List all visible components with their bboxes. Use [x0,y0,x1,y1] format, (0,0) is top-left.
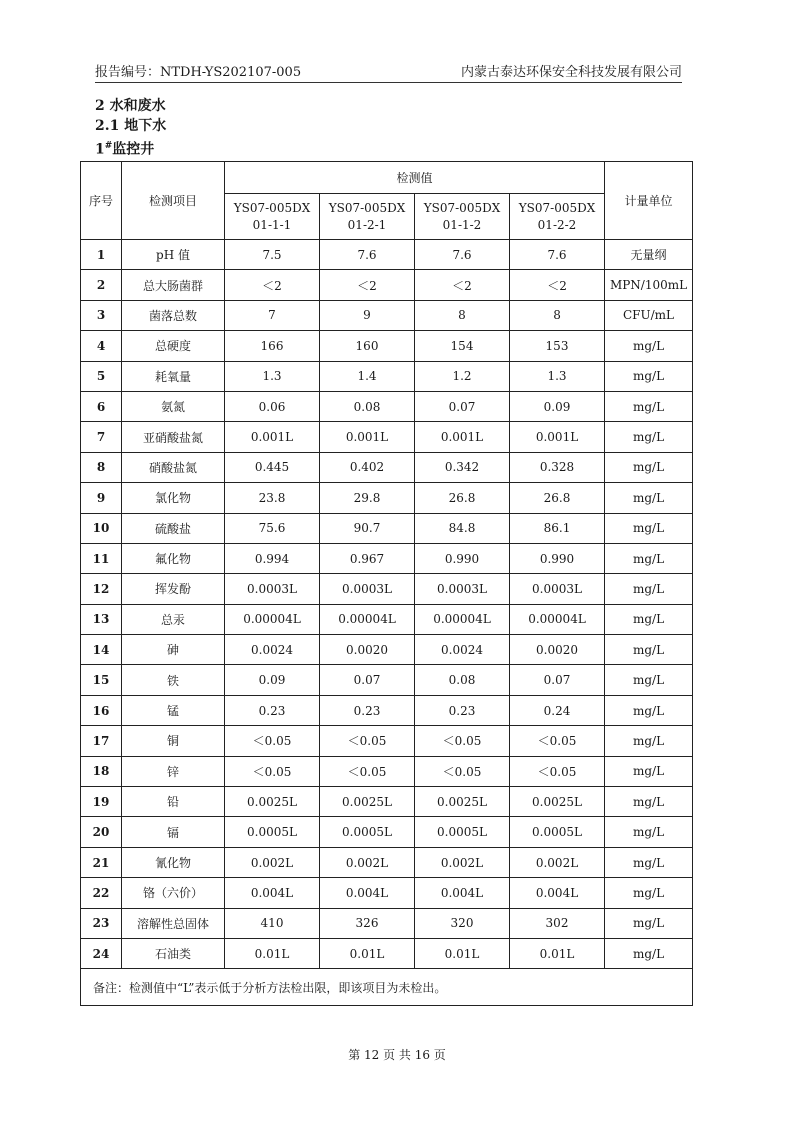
row-value: 0.004L [510,878,605,908]
row-unit: mg/L [605,483,693,513]
row-value: 0.0003L [225,574,320,604]
row-number: 5 [81,361,122,391]
row-number: 9 [81,483,122,513]
row-number: 16 [81,695,122,725]
row-unit: 无量纲 [605,240,693,270]
row-number: 8 [81,452,122,482]
company-name: 内蒙古泰达环保安全科技发展有限公司 [460,65,682,80]
row-value: 1.2 [415,361,510,391]
row-item: 挥发酚 [122,574,225,604]
table-row [81,938,693,968]
row-number: 2 [81,270,122,300]
header-seq: 序号 [81,162,122,240]
row-value: 0.0025L [510,787,605,817]
row-value: 1.3 [225,361,320,391]
row-value: 160 [320,331,415,361]
row-item: 铁 [122,665,225,695]
sample-id: YS07-005DX 01-2-1 [320,194,415,240]
table-row [81,756,693,786]
row-value: ＜2 [320,270,415,300]
row-value: ＜0.05 [415,726,510,756]
row-value: ＜0.05 [225,726,320,756]
table-row [81,483,693,513]
table-row [81,695,693,725]
row-item: pH 值 [122,240,225,270]
row-unit: mg/L [605,787,693,817]
row-value: 0.0005L [320,817,415,847]
row-number: 19 [81,787,122,817]
row-value: 0.967 [320,543,415,573]
row-item: 菌落总数 [122,300,225,330]
row-value: 0.09 [225,665,320,695]
row-value: 0.24 [510,695,605,725]
row-value: 0.002L [320,847,415,877]
row-value: 0.004L [320,878,415,908]
row-value: 0.994 [225,543,320,573]
row-number: 24 [81,938,122,968]
row-value: ＜0.05 [510,756,605,786]
row-value: 0.23 [225,695,320,725]
table-row [81,452,693,482]
row-value: ＜0.05 [510,726,605,756]
table-row [81,908,693,938]
row-value: 0.002L [415,847,510,877]
row-value: 166 [225,331,320,361]
row-value: 0.01L [225,938,320,968]
row-item: 氨氮 [122,391,225,421]
row-value: 0.0020 [510,635,605,665]
row-number: 4 [81,331,122,361]
row-unit: mg/L [605,908,693,938]
row-value: 7 [225,300,320,330]
row-value: 0.08 [320,391,415,421]
row-value: 0.07 [510,665,605,695]
table-row [81,604,693,634]
row-value: 302 [510,908,605,938]
row-unit: mg/L [605,513,693,543]
table-row [81,817,693,847]
row-item: 氰化物 [122,847,225,877]
groundwater-results-table [80,161,693,1006]
row-value: 0.990 [415,543,510,573]
row-value: 1.4 [320,361,415,391]
row-value: 75.6 [225,513,320,543]
page-footer: 第 12 页 共 16 页 [348,1048,446,1062]
row-value: ＜0.05 [225,756,320,786]
row-unit: mg/L [605,726,693,756]
table-row [81,361,693,391]
row-value: 0.990 [510,543,605,573]
row-item: 硝酸盐氮 [122,452,225,482]
row-item: 总硬度 [122,331,225,361]
row-value: 0.08 [415,665,510,695]
row-item: 铜 [122,726,225,756]
row-number: 7 [81,422,122,452]
row-value: 0.002L [510,847,605,877]
row-item: 硫酸盐 [122,513,225,543]
row-item: 石油类 [122,938,225,968]
report-number: 报告编号：NTDH-YS202107-005 [95,65,302,80]
row-value: 0.001L [225,422,320,452]
row-item: 耗氧量 [122,361,225,391]
row-number: 3 [81,300,122,330]
row-value: 0.001L [510,422,605,452]
row-value: 0.0025L [415,787,510,817]
row-item: 亚硝酸盐氮 [122,422,225,452]
row-unit: mg/L [605,574,693,604]
row-value: 0.002L [225,847,320,877]
row-item: 氯化物 [122,483,225,513]
row-value: ＜2 [510,270,605,300]
row-value: 0.00004L [225,604,320,634]
table-note: 备注：检测值中“L”表示低于分析方法检出限，即该项目为未检出。 [81,969,693,1006]
row-value: ＜2 [225,270,320,300]
row-value: 0.0003L [415,574,510,604]
row-value: 0.09 [510,391,605,421]
row-value: 0.06 [225,391,320,421]
row-number: 10 [81,513,122,543]
section-title: 2 水和废水 [95,98,166,114]
row-value: 0.07 [415,391,510,421]
table-row [81,787,693,817]
row-value: 0.001L [320,422,415,452]
row-unit: mg/L [605,422,693,452]
row-value: 1.3 [510,361,605,391]
row-unit: mg/L [605,452,693,482]
row-unit: mg/L [605,665,693,695]
row-item: 总大肠菌群 [122,270,225,300]
row-number: 1 [81,240,122,270]
row-value: 0.004L [415,878,510,908]
row-value: 320 [415,908,510,938]
row-value: 0.0024 [415,635,510,665]
row-value: 0.001L [415,422,510,452]
row-value: 90.7 [320,513,415,543]
sample-id: YS07-005DX 01-2-2 [510,194,605,240]
row-value: 0.0005L [415,817,510,847]
row-value: 0.0003L [320,574,415,604]
row-value: 8 [510,300,605,330]
table-row [81,513,693,543]
header-unit: 计量单位 [605,162,693,240]
row-unit: mg/L [605,361,693,391]
header-item: 检测项目 [122,162,225,240]
header-value-group: 检测值 [225,162,605,194]
row-item: 铅 [122,787,225,817]
note-row [81,969,693,1006]
row-unit: mg/L [605,817,693,847]
row-value: 326 [320,908,415,938]
row-value: 0.23 [320,695,415,725]
row-value: 0.402 [320,452,415,482]
table-row [81,331,693,361]
row-value: 0.00004L [320,604,415,634]
section-headings [95,96,166,156]
row-number: 23 [81,908,122,938]
row-value: 0.004L [225,878,320,908]
row-value: 0.328 [510,452,605,482]
row-unit: mg/L [605,635,693,665]
row-value: ＜0.05 [320,726,415,756]
row-value: 26.8 [415,483,510,513]
row-value: 410 [225,908,320,938]
row-value: 0.0005L [510,817,605,847]
table-row [81,240,693,270]
row-value: 29.8 [320,483,415,513]
row-value: 8 [415,300,510,330]
row-value: 0.23 [415,695,510,725]
well-title: 1#监控井 [95,141,155,158]
row-value: 7.6 [320,240,415,270]
subsection-title: 2.1 地下水 [95,118,167,134]
row-value: 0.342 [415,452,510,482]
row-number: 22 [81,878,122,908]
row-value: 0.445 [225,452,320,482]
table-row [81,300,693,330]
table-row [81,847,693,877]
row-number: 15 [81,665,122,695]
row-value: 0.0024 [225,635,320,665]
row-unit: mg/L [605,878,693,908]
row-unit: mg/L [605,756,693,786]
row-unit: MPN/100mL [605,270,693,300]
row-unit: mg/L [605,695,693,725]
row-item: 镉 [122,817,225,847]
row-value: ＜2 [415,270,510,300]
table-row [81,391,693,421]
row-value: 26.8 [510,483,605,513]
row-unit: mg/L [605,391,693,421]
row-item: 铬（六价） [122,878,225,908]
row-number: 21 [81,847,122,877]
row-item: 砷 [122,635,225,665]
row-number: 11 [81,543,122,573]
row-value: 23.8 [225,483,320,513]
row-unit: mg/L [605,543,693,573]
row-value: 0.01L [415,938,510,968]
row-unit: mg/L [605,847,693,877]
row-value: 7.5 [225,240,320,270]
row-value: 0.07 [320,665,415,695]
row-number: 20 [81,817,122,847]
row-value: 0.00004L [510,604,605,634]
row-value: 0.0020 [320,635,415,665]
row-value: 0.0025L [225,787,320,817]
row-item: 总汞 [122,604,225,634]
row-number: 17 [81,726,122,756]
row-number: 13 [81,604,122,634]
row-value: 7.6 [415,240,510,270]
row-unit: CFU/mL [605,300,693,330]
row-number: 6 [81,391,122,421]
row-value: 153 [510,331,605,361]
page-header [95,60,682,83]
table-row [81,726,693,756]
table-row [81,665,693,695]
row-value: 0.0003L [510,574,605,604]
row-value: 7.6 [510,240,605,270]
table-row [81,574,693,604]
table-row [81,270,693,300]
row-item: 锰 [122,695,225,725]
row-unit: mg/L [605,604,693,634]
sample-id: YS07-005DX 01-1-2 [415,194,510,240]
table-row [81,422,693,452]
table-row [81,543,693,573]
row-value: 0.01L [320,938,415,968]
row-value: 0.01L [510,938,605,968]
row-item: 锌 [122,756,225,786]
row-value: 84.8 [415,513,510,543]
row-value: 154 [415,331,510,361]
row-item: 氟化物 [122,543,225,573]
row-value: ＜0.05 [415,756,510,786]
row-value: 0.0005L [225,817,320,847]
row-number: 12 [81,574,122,604]
row-unit: mg/L [605,331,693,361]
row-value: 86.1 [510,513,605,543]
table-row [81,878,693,908]
row-number: 14 [81,635,122,665]
row-item: 溶解性总固体 [122,908,225,938]
row-value: 0.00004L [415,604,510,634]
sample-id: YS07-005DX 01-1-1 [225,194,320,240]
row-value: 0.0025L [320,787,415,817]
row-value: 9 [320,300,415,330]
table-row [81,635,693,665]
row-number: 18 [81,756,122,786]
row-value: ＜0.05 [320,756,415,786]
row-unit: mg/L [605,938,693,968]
